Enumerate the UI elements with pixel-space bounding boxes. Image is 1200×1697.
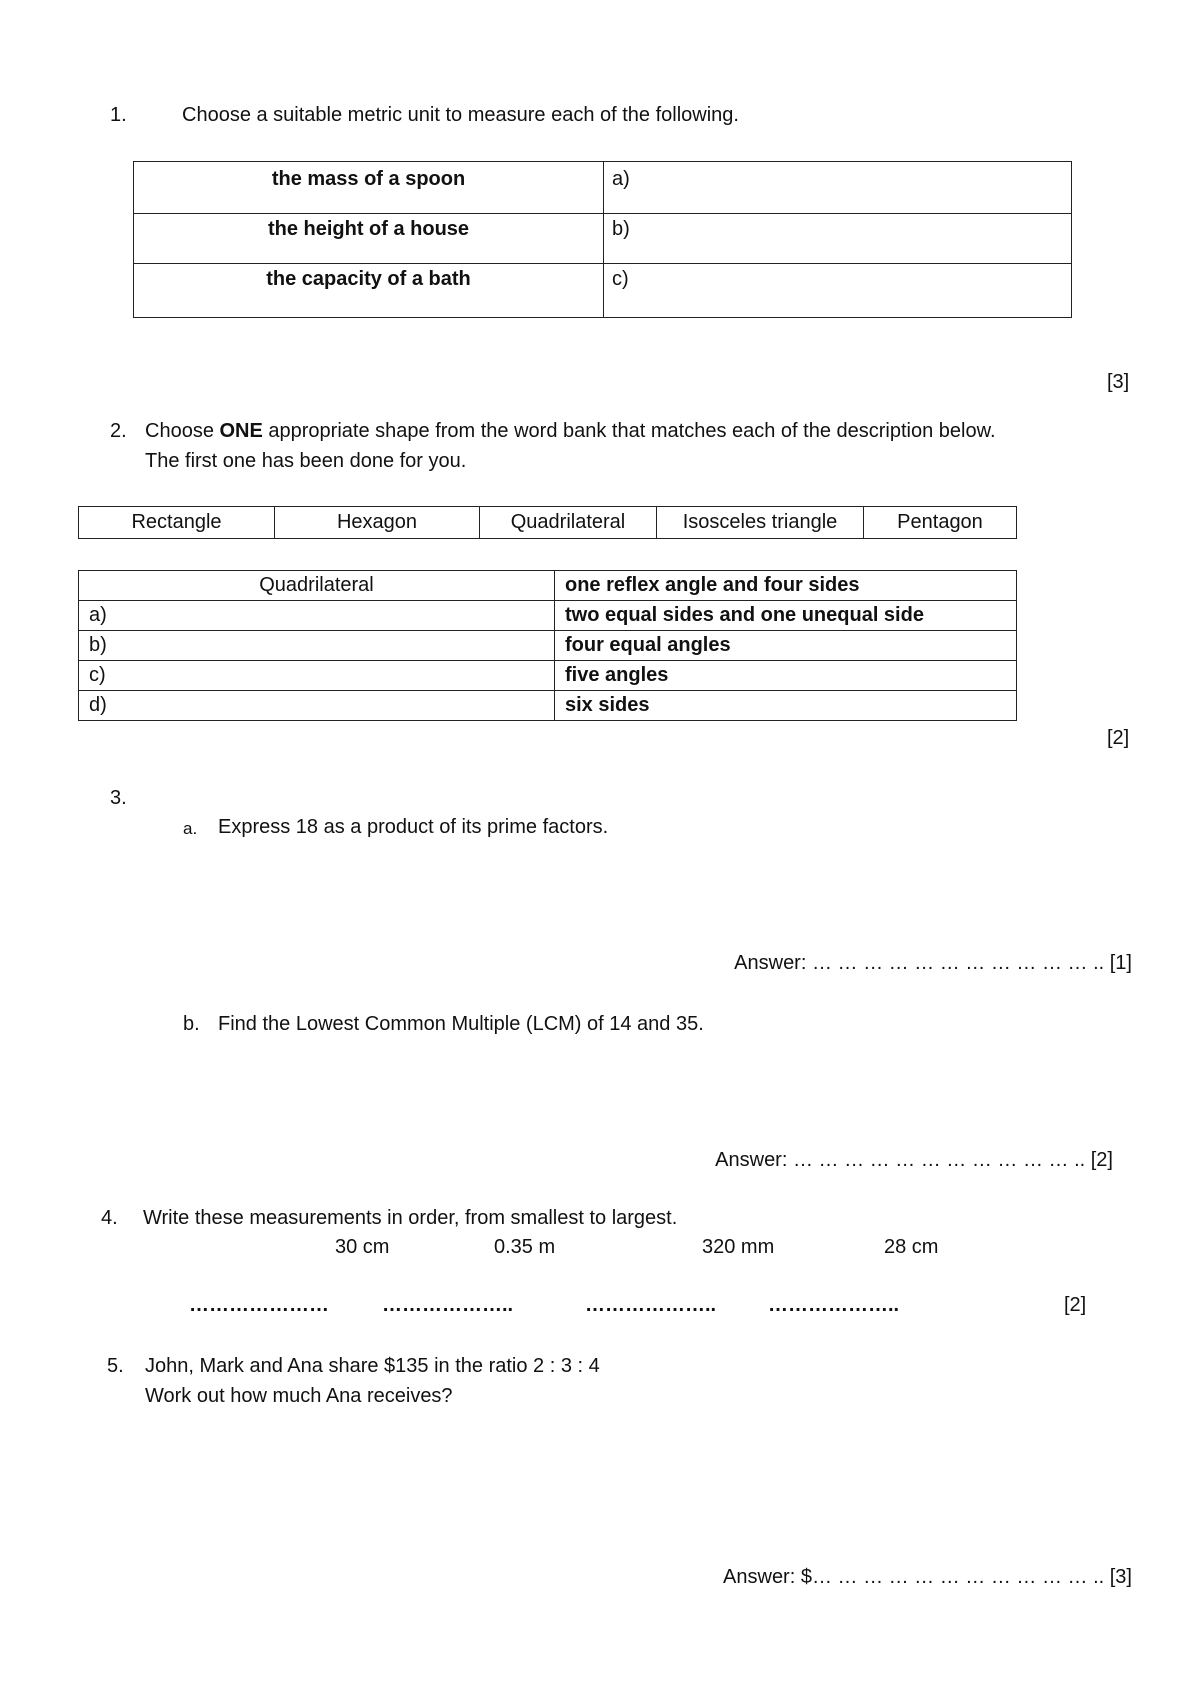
- q2-answer-cell[interactable]: a): [79, 601, 555, 631]
- q4-measurement: 28 cm: [884, 1236, 939, 1258]
- q2-prompt-end: appropriate shape from the word bank that matches each of the description below.: [262, 420, 996, 442]
- word-bank-item: Quadrilateral: [480, 507, 657, 539]
- q2-prompt-line2: The first one has been done for you.: [145, 450, 467, 472]
- q5-line2: Work out how much Ana receives?: [145, 1385, 453, 1407]
- q5-answer[interactable]: Answer: $… … … … … … … … … … … .. [3]: [723, 1566, 1132, 1588]
- q2-prompt-emphasis: ONE: [219, 420, 263, 442]
- q1-answer-cell[interactable]: [604, 214, 1072, 264]
- q1-item: [134, 162, 604, 214]
- q4-measurement: 0.35 m: [494, 1236, 556, 1258]
- q2-description: six sides: [555, 691, 1017, 721]
- q4-measurement: 30 cm: [335, 1236, 390, 1258]
- q2-prompt-start: Choose: [145, 420, 220, 442]
- table-row: [79, 601, 1017, 631]
- word-bank-item: Isosceles triangle: [657, 507, 864, 539]
- q1-item: [134, 214, 604, 264]
- q1-answer-label: b): [612, 218, 630, 240]
- q2-prompt: [145, 421, 996, 441]
- word-bank-item: Rectangle: [79, 507, 275, 539]
- q5-number: 5.: [107, 1355, 124, 1377]
- q3b-label: b.: [183, 1013, 200, 1035]
- word-bank-item: Hexagon: [275, 507, 480, 539]
- q3a-answer[interactable]: Answer: … … … … … … … … … … … .. [1]: [734, 952, 1132, 974]
- q2-answer-cell: Quadrilateral: [79, 571, 555, 601]
- q4-marks: [2]: [1064, 1294, 1087, 1316]
- q1-item-text: the capacity of a bath: [266, 268, 471, 290]
- q4-prompt: Write these measurements in order, from smallest to largest.: [143, 1207, 678, 1229]
- q1-prompt: Choose a suitable metric unit to measure each of the following.: [182, 104, 739, 126]
- q4-blank[interactable]: ………………..: [768, 1294, 900, 1316]
- q2-description: one reflex angle and four sides: [555, 571, 1017, 601]
- q2-word-bank: [78, 506, 1017, 539]
- table-row: [134, 264, 1072, 318]
- q1-marks: [3]: [1107, 371, 1130, 393]
- q4-measurement: 320 mm: [702, 1236, 775, 1258]
- q2-description: four equal angles: [555, 631, 1017, 661]
- q1-answer-cell[interactable]: [604, 162, 1072, 214]
- q2-description: two equal sides and one unequal side: [555, 601, 1017, 631]
- q1-number: 1.: [110, 104, 127, 126]
- table-row: [79, 661, 1017, 691]
- q3b-answer[interactable]: Answer: … … … … … … … … … … … .. [2]: [715, 1149, 1113, 1171]
- table-row: [79, 571, 1017, 601]
- q4-blank[interactable]: ………………..: [585, 1294, 717, 1316]
- table-row: [79, 631, 1017, 661]
- q4-number: 4.: [101, 1207, 118, 1229]
- table-row: [79, 691, 1017, 721]
- q3a-text: Express 18 as a product of its prime factors.: [218, 816, 609, 838]
- q5-line1: John, Mark and Ana share $135 in the ratio 2 : 3 : 4: [145, 1355, 600, 1377]
- q3-number: 3.: [110, 787, 127, 809]
- q2-answer-table: [78, 570, 1017, 721]
- q3b-text: Find the Lowest Common Multiple (LCM) of 14 and 35.: [218, 1013, 704, 1035]
- q2-answer-cell[interactable]: b): [79, 631, 555, 661]
- q1-item: [134, 264, 604, 318]
- q3a-label: a.: [183, 819, 198, 838]
- table-row: [134, 162, 1072, 214]
- q2-description: five angles: [555, 661, 1017, 691]
- q2-answer-cell[interactable]: c): [79, 661, 555, 691]
- q4-blank[interactable]: …………………: [189, 1294, 329, 1316]
- word-bank-item: Pentagon: [864, 507, 1017, 539]
- q2-answer-cell[interactable]: d): [79, 691, 555, 721]
- q1-answer-label: a): [612, 168, 630, 190]
- q4-blank[interactable]: ………………..: [382, 1294, 514, 1316]
- q1-answer-label: c): [612, 268, 629, 290]
- table-row: [79, 507, 1017, 539]
- q2-marks: [2]: [1107, 727, 1130, 749]
- q1-item-text: the height of a house: [267, 218, 470, 240]
- q2-number: 2.: [110, 420, 127, 442]
- q1-item-text: the mass of a spoon: [271, 168, 466, 190]
- q1-answer-cell[interactable]: [604, 264, 1072, 318]
- q1-table: [133, 161, 1072, 318]
- table-row: [134, 214, 1072, 264]
